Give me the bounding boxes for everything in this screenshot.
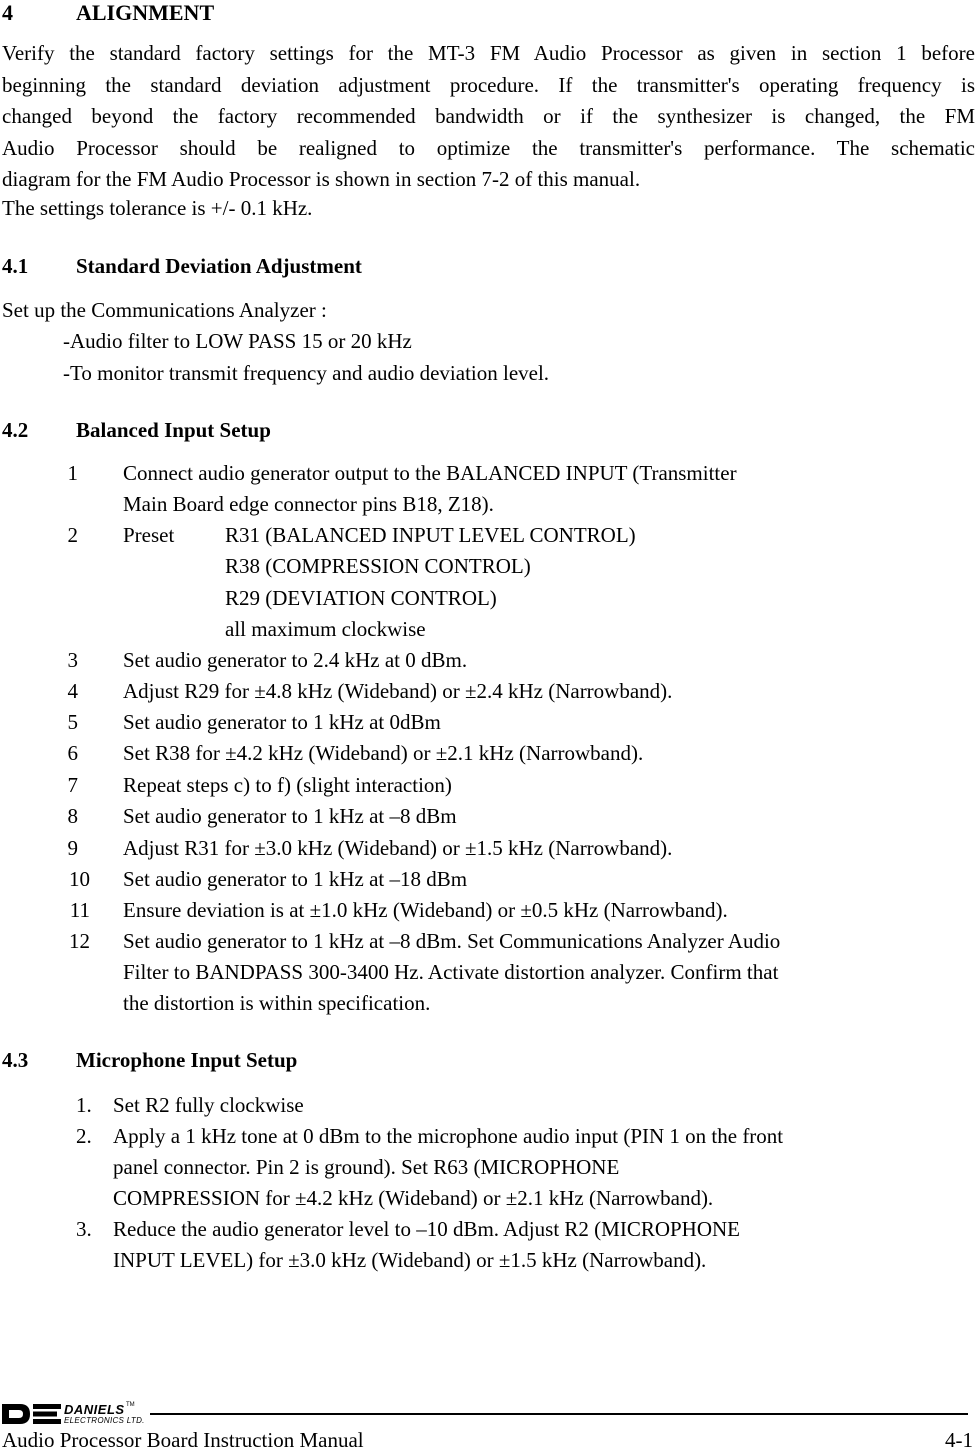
- intro-line: Audio Processor should be realigned to optimize the transmitter's performance. The schematic: [2, 135, 975, 160]
- logo-tm: TM: [126, 1402, 135, 1408]
- manual-title: Audio Processor Board Instruction Manual: [2, 1428, 364, 1452]
- step-text: Filter to BANDPASS 300-3400 Hz. Activate distortion analyzer. Confirm that: [123, 960, 779, 984]
- s42-title: Balanced Input Setup: [76, 418, 271, 442]
- section-number: 4: [2, 0, 13, 25]
- s43-number: 4.3: [2, 1048, 29, 1072]
- step-text: Set R2 fully clockwise: [113, 1093, 304, 1117]
- s41-item: -To monitor transmit frequency and audio deviation level.: [63, 361, 550, 385]
- intro-paragraph: [2, 38, 975, 196]
- step-text: Set audio generator to 1 kHz at –18 dBm: [123, 867, 468, 891]
- step-number: 5: [67, 710, 78, 734]
- tolerance-text: The settings tolerance is +/- 0.1 kHz.: [2, 196, 313, 220]
- s41-title: Standard Deviation Adjustment: [76, 254, 362, 278]
- step-text: Adjust R29 for ±4.8 kHz (Wideband) or ±2.4 kHz (Narrowband).: [123, 679, 673, 703]
- step-number: 9: [67, 836, 78, 860]
- step-text: COMPRESSION for ±4.2 kHz (Wideband) or ±2.1 kHz (Narrowband).: [113, 1186, 714, 1210]
- step-number: 12: [69, 929, 90, 953]
- page-number: 4-1: [945, 1428, 973, 1452]
- intro-line: beginning the standard deviation adjustment procedure. If the transmitter's operating frequency is: [2, 72, 975, 97]
- footer-rule: [150, 1413, 968, 1415]
- step-text: Set audio generator to 1 kHz at –8 dBm: [123, 804, 457, 828]
- intro-line: diagram for the FM Audio Processor is shown in section 7-2 of this manual.: [2, 167, 641, 191]
- step-text: Reduce the audio generator level to –10 dBm. Adjust R2 (MICROPHONE: [113, 1217, 740, 1241]
- step-number: 1: [67, 461, 78, 485]
- step-text: all maximum clockwise: [225, 617, 426, 641]
- step-number: 7: [67, 773, 78, 797]
- step-text: R38 (COMPRESSION CONTROL): [225, 554, 531, 578]
- step-number: 3: [67, 648, 78, 672]
- step-number: 2.: [76, 1124, 92, 1148]
- step-text: Set R38 for ±4.2 kHz (Wideband) or ±2.1 kHz (Narrowband).: [123, 741, 644, 765]
- intro-line: Verify the standard factory settings for the MT-3 FM Audio Processor as given in section 1 before: [2, 41, 975, 65]
- step-text: panel connector. Pin 2 is ground). Set R63 (MICROPHONE: [113, 1155, 620, 1179]
- daniels-logo: [2, 1402, 152, 1426]
- logo-name: DANIELS: [64, 1402, 125, 1417]
- step-number: 3.: [76, 1217, 92, 1241]
- step-number: 11: [69, 898, 90, 922]
- step-text: Main Board edge connector pins B18, Z18).: [123, 492, 494, 516]
- step-text: R31 (BALANCED INPUT LEVEL CONTROL): [225, 523, 636, 547]
- step-number: 4: [67, 679, 78, 703]
- step-number: 8: [67, 804, 78, 828]
- step-number: 1.: [76, 1093, 92, 1117]
- preset-label: Preset: [123, 523, 175, 547]
- step-number: 6: [67, 741, 78, 765]
- s41-lead: Set up the Communications Analyzer :: [2, 298, 327, 322]
- step-text: Set audio generator to 1 kHz at 0dBm: [123, 710, 441, 734]
- step-text: Adjust R31 for ±3.0 kHz (Wideband) or ±1.5 kHz (Narrowband).: [123, 836, 673, 860]
- intro-line: changed beyond the factory recommended bandwidth or if the synthesizer is changed, the FM: [2, 104, 975, 128]
- s42-number: 4.2: [2, 418, 29, 442]
- step-number: 10: [69, 867, 90, 891]
- s41-number: 4.1: [2, 254, 29, 278]
- step-text: INPUT LEVEL) for ±3.0 kHz (Wideband) or ±1.5 kHz (Narrowband).: [113, 1248, 707, 1272]
- step-text: R29 (DEVIATION CONTROL): [225, 586, 497, 610]
- s43-title: Microphone Input Setup: [76, 1048, 298, 1072]
- step-number: 2: [67, 523, 78, 547]
- step-text: Set audio generator to 2.4 kHz at 0 dBm.: [123, 648, 468, 672]
- step-text: the distortion is within specification.: [123, 991, 431, 1015]
- step-text: Set audio generator to 1 kHz at –8 dBm. Set Communications Analyzer Audio: [123, 929, 781, 953]
- s41-item: -Audio filter to LOW PASS 15 or 20 kHz: [63, 329, 412, 353]
- step-text: Repeat steps c) to f) (slight interaction): [123, 773, 452, 797]
- step-text: Apply a 1 kHz tone at 0 dBm to the microphone audio input (PIN 1 on the front: [113, 1124, 784, 1148]
- step-text: Connect audio generator output to the BALANCED INPUT (Transmitter: [123, 461, 737, 485]
- logo-subtitle: ELECTRONICS LTD.: [64, 1416, 145, 1425]
- step-text: Ensure deviation is at ±1.0 kHz (Wideband) or ±0.5 kHz (Narrowband).: [123, 898, 728, 922]
- section-title: ALIGNMENT: [76, 0, 215, 25]
